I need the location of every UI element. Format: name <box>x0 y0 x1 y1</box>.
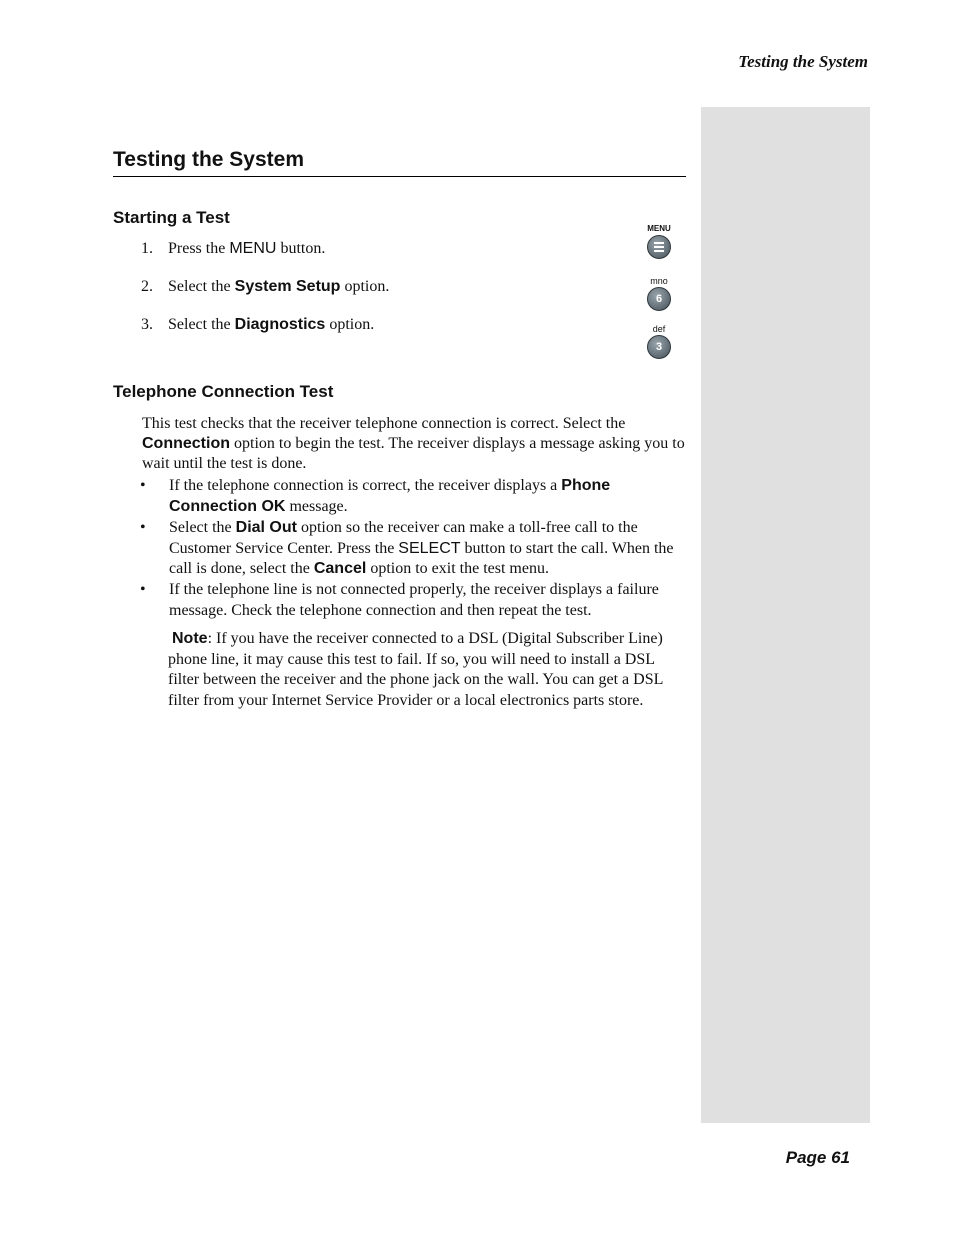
key-6-icon: 6 <box>647 287 671 311</box>
remote-key-3 <box>644 324 674 359</box>
step-number: 2. <box>141 278 153 295</box>
step-number: 1. <box>141 240 153 257</box>
step-number: 3. <box>141 316 153 333</box>
heading-starting-a-test: Starting a Test <box>113 208 230 227</box>
key-3-icon: 3 <box>647 335 671 359</box>
key-name-select: SELECT <box>398 539 461 557</box>
page-number: Page 61 <box>785 1148 850 1167</box>
option-diagnostics: Diagnostics <box>234 316 326 333</box>
option-system-setup: System Setup <box>234 278 341 295</box>
bullet-text: If the telephone connection is correct, the receiver displays a <box>169 477 562 494</box>
bullet-text: option so the receiver can make a toll-free call to the Customer Service Center. Press the <box>169 519 638 557</box>
option-connection: Connection <box>142 435 230 452</box>
page-title: Testing the System <box>113 148 686 177</box>
step-text: option. <box>325 316 375 333</box>
message-phone-connection-ok: Phone Connection OK <box>169 477 611 515</box>
bullet-dot: • <box>140 581 146 598</box>
menu-icon <box>647 235 671 259</box>
bullet-text: If the telephone line is not connected properly, the receiver displays a failure message. Check the telephone connection and then repeat the test. <box>169 581 659 619</box>
bullet-failure <box>140 580 687 621</box>
step-text: option. <box>340 278 390 295</box>
key-name-menu: MENU <box>229 240 277 257</box>
step-text: Press the <box>168 240 230 257</box>
para-text: option to begin the test. The receiver displays a message asking you to wait until the test is done. <box>142 435 685 472</box>
bullet-text: option to exit the test menu. <box>366 560 549 577</box>
option-dial-out: Dial Out <box>235 519 297 536</box>
option-cancel: Cancel <box>313 560 367 577</box>
step-text: Select the <box>168 278 235 295</box>
note-label: Note <box>172 630 208 647</box>
running-header: Testing the System <box>738 52 868 71</box>
bullet-connection-ok <box>140 476 687 517</box>
bullet-text: message. <box>285 497 348 515</box>
para-text: This test checks that the receiver telephone connection is correct. Select the <box>142 415 626 432</box>
bullet-dial-out <box>140 518 687 580</box>
step-text: Select the <box>168 316 235 333</box>
bullet-dot: • <box>140 477 146 494</box>
step-2 <box>141 277 389 297</box>
bullet-dot: • <box>140 519 146 536</box>
bullet-text: button to start the call. When the call is done, select the <box>169 539 674 577</box>
key-label: MENU <box>647 224 671 233</box>
note-text: : If you have the receiver connected to a DSL (Digital Subscriber Line) phone line, it may cause this test to fail. If so, you will need to install a DSL filter between the receiver and the phone jack on the wall. You can get a DSL filter from your Internet Service Provider or a local electronics parts store. <box>168 630 663 709</box>
margin-sidebar <box>701 107 870 1123</box>
note-dsl <box>168 629 688 711</box>
key-label: def <box>652 324 666 334</box>
heading-telephone-connection-test: Telephone Connection Test <box>113 382 334 401</box>
bullet-text: Select the <box>169 519 236 536</box>
key-label: mno <box>650 276 668 286</box>
remote-key-menu <box>644 224 674 259</box>
step-text: button. <box>276 240 326 257</box>
remote-key-6 <box>644 276 674 311</box>
step-1 <box>141 239 325 259</box>
step-3 <box>141 315 374 335</box>
intro-paragraph <box>142 414 687 474</box>
